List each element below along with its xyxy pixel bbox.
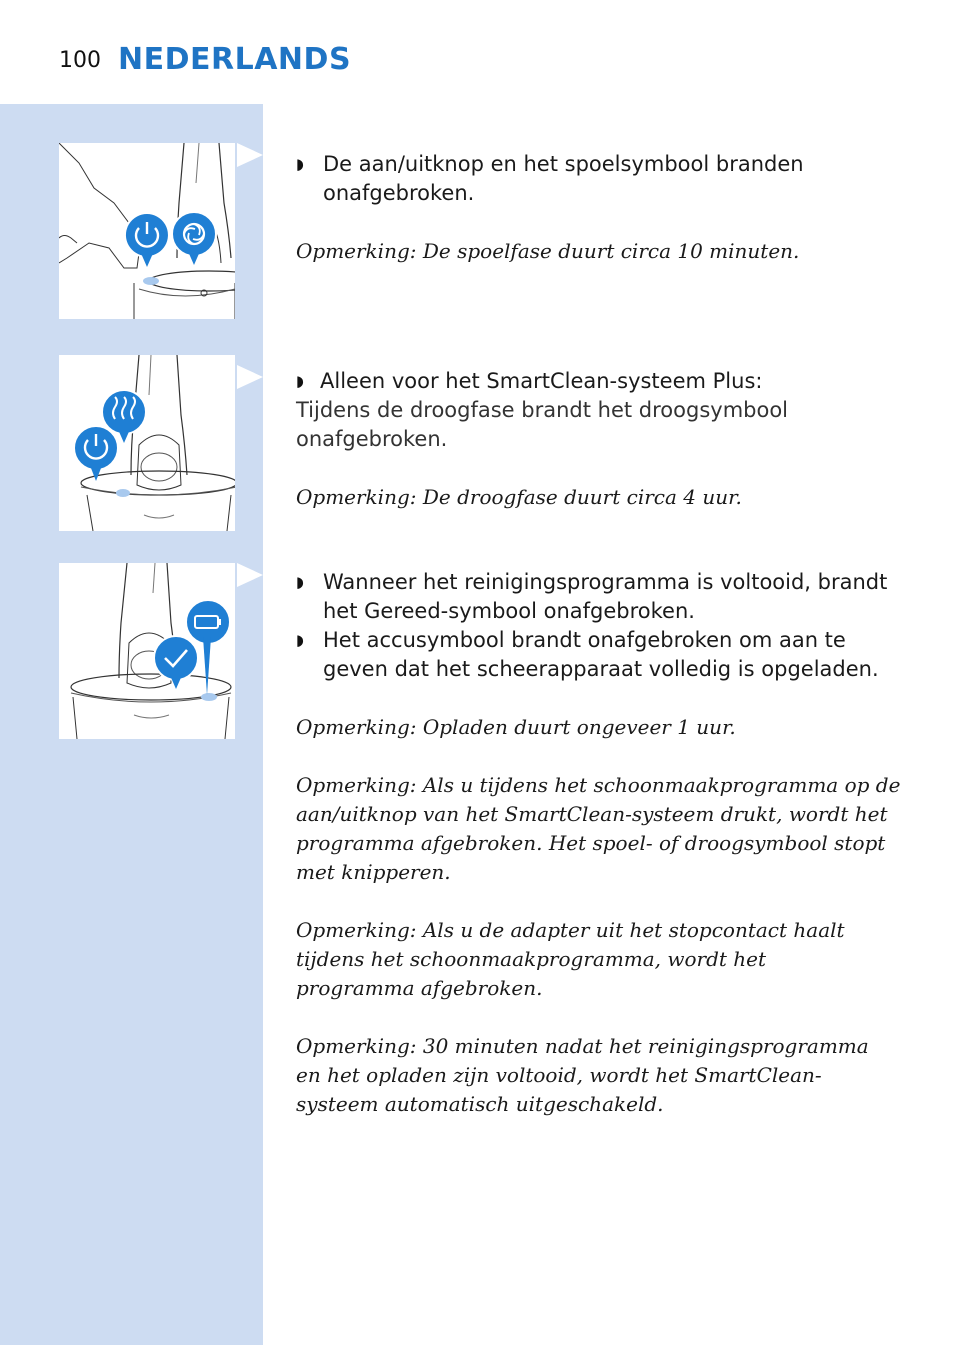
illustration-drying-phase — [59, 355, 235, 531]
note-text: Opmerking: De droogfase duurt circa 4 uur. — [296, 485, 742, 509]
rinse-icon — [169, 209, 219, 267]
section-title: NEDERLANDS — [118, 42, 352, 77]
pointer-arrow — [237, 365, 263, 389]
note-text: Opmerking: 30 minuten nadat het reinigingsprogramma en het opladen zijn voltooid, wordt het SmartClean-systeem automatisch uitgeschakeld. — [296, 1034, 869, 1116]
checkmark-icon — [151, 633, 201, 691]
illustration-ready — [59, 563, 235, 739]
bullet-arrow-icon: ◗ — [296, 372, 304, 390]
bullet-arrow-icon: ◗ — [296, 155, 304, 173]
bullet-text: Wanneer het reinigingsprogramma is voltooid, brandt het Gereed-symbool onafgebroken. — [323, 570, 888, 623]
text-block-drying — [296, 367, 906, 512]
power-icon — [71, 423, 121, 483]
bullet-item — [296, 367, 906, 396]
bullet-text: Het accusymbool brandt onafgebroken om aan te geven dat het scheerapparaat volledig is opgeladen. — [323, 628, 879, 681]
bullet-item — [296, 568, 906, 626]
bullet-arrow-icon: ◗ — [296, 573, 304, 591]
bullet-item — [296, 150, 906, 208]
note-text: Opmerking: Opladen duurt ongeveer 1 uur. — [296, 715, 736, 739]
illustration-rinse-phase — [59, 143, 235, 319]
note-text: Opmerking: De spoelfase duurt circa 10 minuten. — [296, 239, 800, 263]
power-icon — [122, 211, 172, 269]
note-text: Opmerking: Als u tijdens het schoonmaakprogramma op de aan/uitknop van het SmartClean-systeem drukt, wordt het programma afgebroken. Het spoel- of droogsymbool stopt met knipperen. — [296, 773, 901, 884]
body-text: Tijdens de droogfase brandt het droogsymbool onafgebroken. — [296, 398, 789, 451]
bullet-text: Alleen voor het SmartClean-systeem Plus: — [320, 369, 763, 393]
bullet-item — [296, 626, 906, 684]
text-block-rinse — [296, 150, 906, 266]
page-number: 100 — [59, 48, 101, 73]
pointer-arrow — [237, 143, 263, 167]
bullet-arrow-icon: ◗ — [296, 631, 304, 649]
text-block-ready — [296, 568, 906, 1119]
note-text: Opmerking: Als u de adapter uit het stopcontact haalt tijdens het schoonmaakprogramma, wordt het programma afgebroken. — [296, 918, 845, 1000]
pointer-arrow — [237, 563, 263, 587]
bullet-text: De aan/uitknop en het spoelsymbool branden onafgebroken. — [323, 152, 804, 205]
